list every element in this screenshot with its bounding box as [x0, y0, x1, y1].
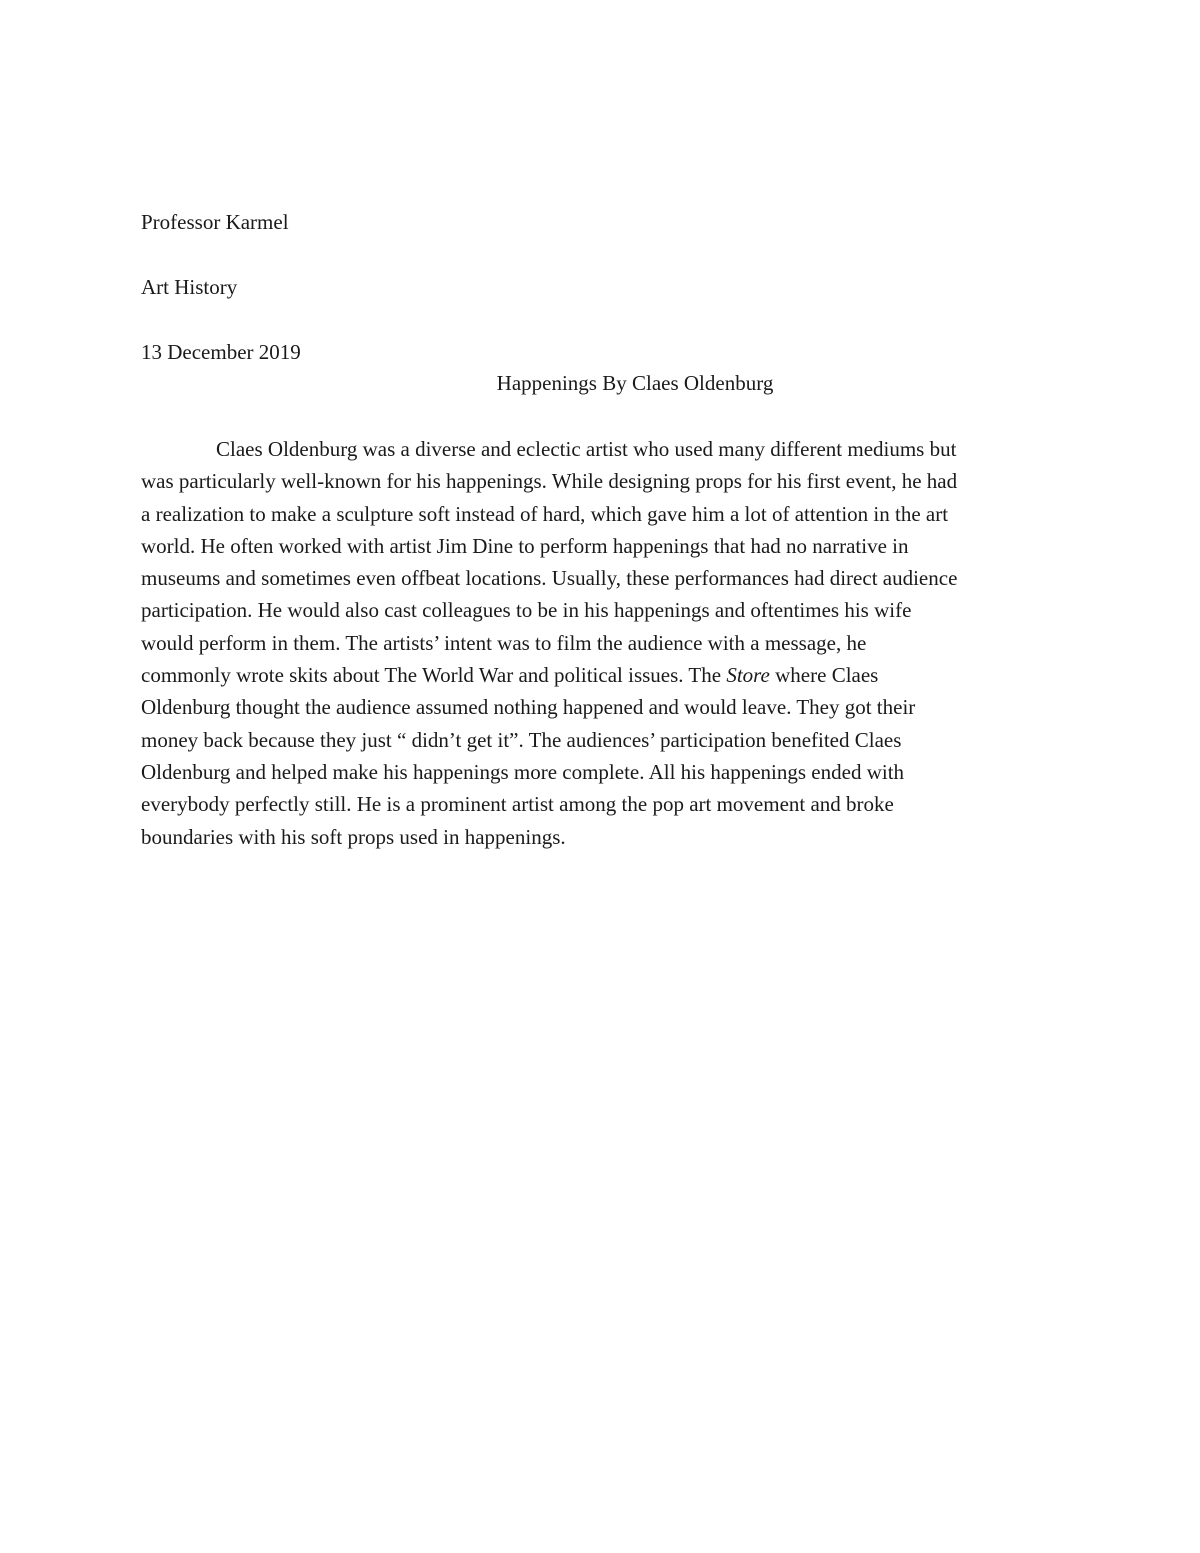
- body-line: money back because they just “ didn’t get it”. The audiences’ participation benefited Claes: [141, 727, 902, 752]
- body-line: would perform in them. The artists’ intent was to film the audience with a message, he: [141, 630, 867, 655]
- body-line: participation. He would also cast colleagues to be in his happenings and oftentimes his wife: [141, 598, 912, 623]
- body-line: Claes Oldenburg was a diverse and eclectic artist who used many different mediums but: [216, 437, 957, 461]
- body-line: world. He often worked with artist Jim Dine to perform happenings that had no narrative in: [141, 533, 909, 558]
- body-line-segment: where Claes: [769, 663, 879, 688]
- body-line: Oldenburg and helped make his happenings more complete. All his happenings ended with: [141, 759, 905, 784]
- submission-date: 13 December 2019: [141, 340, 301, 364]
- body-line: everybody perfectly still. He is a prominent artist among the pop art movement and broke: [141, 792, 894, 817]
- body-line: a realization to make a sculpture soft instead of hard, which gave him a lot of attention in the art: [141, 501, 949, 526]
- course-name: Art History: [141, 275, 238, 299]
- italic-work-title: Store: [726, 663, 770, 688]
- body-line: Oldenburg thought the audience assumed nothing happened and would leave. They got their: [141, 695, 916, 720]
- essay-body: [141, 433, 1071, 853]
- body-line-with-italic: [141, 659, 1071, 691]
- professor-name: Professor Karmel: [141, 210, 289, 234]
- body-line-segment: commonly wrote skits about The World War and political issues. The: [141, 663, 722, 688]
- body-line: museums and sometimes even offbeat locations. Usually, these performances had direct audience: [141, 566, 958, 591]
- essay-title: Happenings By Claes Oldenburg: [496, 371, 774, 395]
- body-line: boundaries with his soft props used in happenings.: [141, 824, 566, 849]
- body-line: was particularly well-known for his happenings. While designing props for his first event, he had: [141, 469, 958, 494]
